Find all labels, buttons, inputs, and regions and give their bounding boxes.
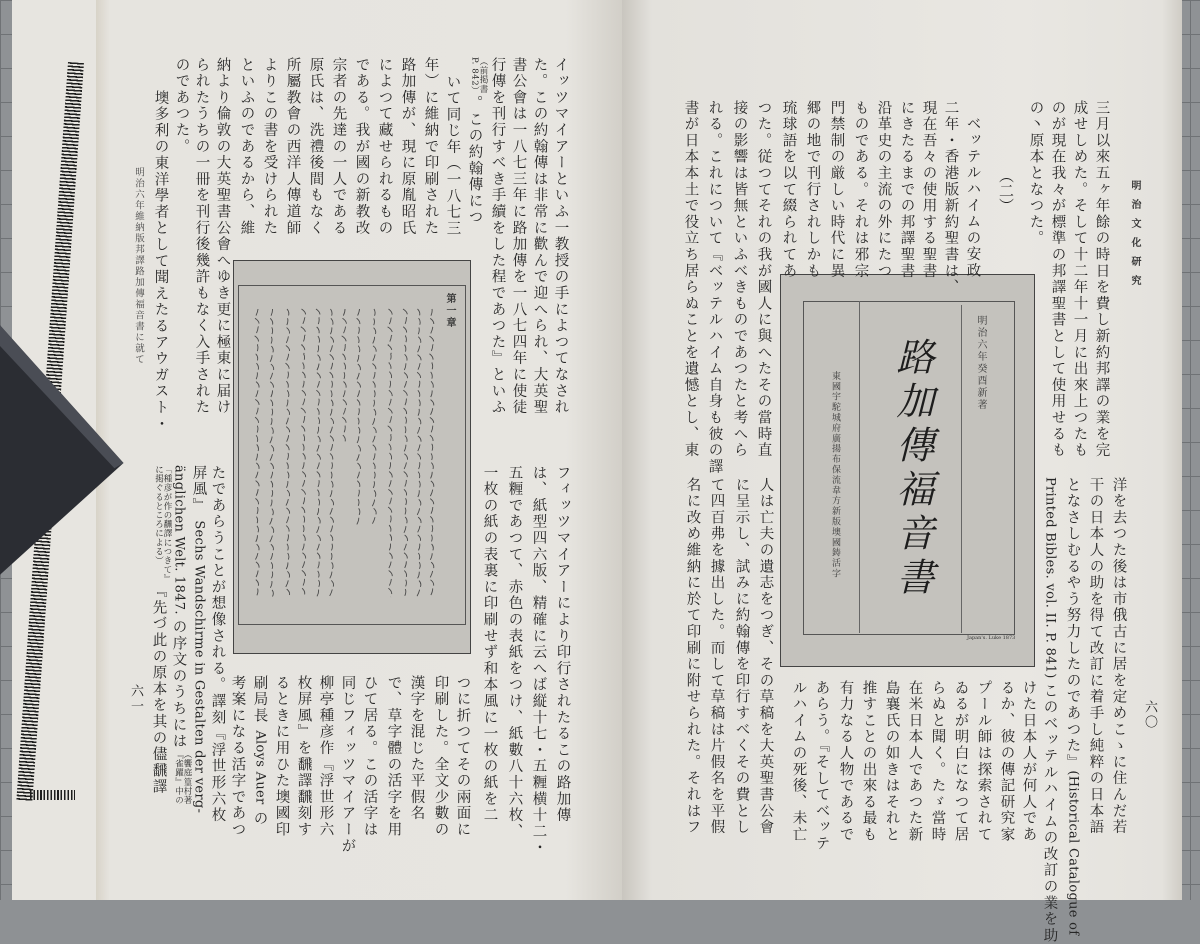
text-run: たであらうことが想像される。譯刻『浮世形六枚	[209, 465, 226, 824]
handwriting-stroke	[269, 309, 273, 597]
inline-note	[470, 57, 487, 95]
right-page-text-column	[952, 680, 969, 843]
handwriting-stroke	[388, 309, 392, 597]
text-run: のが現在我々が標準の邦譯聖書として使用せるも	[1049, 100, 1066, 459]
text-run: 沿革史の主流の外にたつ	[875, 100, 892, 280]
latin-citation: Sechs Wandschirme in Gestalten der verg-	[191, 520, 207, 814]
text-run: つに折つてその兩面に	[454, 675, 471, 838]
handwriting-stroke	[342, 309, 346, 444]
text-run: 行傳を刊行すべき手續をした程であつた』といふ	[489, 57, 506, 416]
text-run: ルハイムの死後、未亡	[790, 680, 807, 843]
right-page-text-column	[1071, 100, 1088, 459]
inline-note-line: 「種彦が作の飜譯につきて』	[162, 465, 172, 584]
right-page-text-column	[755, 100, 772, 459]
text-run: 墺多利の東洋學者として聞えたるアウガスト・	[152, 90, 169, 433]
text-run: によつて藏せられるもの	[376, 57, 393, 237]
text-run: 人は亡夫の遺志をつぎ、その草稿を大英聖書公會	[757, 477, 774, 836]
left-page-text-column	[454, 675, 471, 838]
text-run: 五糎であつて、赤色の表紙をつけ、紙數八十六枚、	[506, 465, 523, 840]
text-run: ベッテルハイムの安政	[964, 116, 981, 279]
right-page-text-column	[682, 100, 699, 459]
left-page-text-column	[238, 57, 255, 236]
text-run: 二年・香港版新約聖書は、	[942, 100, 959, 296]
text-run: で、草字體の活字を用	[385, 675, 402, 838]
right-page-text-column	[837, 680, 854, 843]
left-page-text-column	[150, 465, 172, 795]
text-run: イッツマイアーといふ一教授の手によつてなされ	[552, 57, 569, 416]
right-page-text-column	[964, 116, 981, 279]
text-run: 郷の地で刊行されしかも	[804, 100, 821, 280]
illustration-title: 路加傳福音書	[890, 337, 934, 601]
left-page-number: 六一	[128, 684, 143, 714]
right-page-text-column	[1064, 477, 1082, 935]
left-page-text-column	[466, 57, 488, 226]
left-page-text-column	[361, 675, 378, 838]
text-run: 洋を去つた後は市俄古に居を定めこゝに住んだ若	[1110, 477, 1127, 836]
illustration-left-caption: 東國宇駝城府廣揚布保流韋方新版墺國鋳活字	[830, 371, 840, 579]
left-page-text-column	[317, 675, 334, 838]
text-run: いて同じ年（一八七三	[444, 74, 461, 237]
right-page-text-column	[906, 680, 923, 843]
left-page-text-column	[422, 57, 439, 236]
right-page-text-column	[1049, 100, 1066, 459]
right-page-text-column	[1041, 477, 1059, 944]
left-page-text-column	[214, 57, 231, 416]
decorative-striped-border-foot	[30, 790, 75, 800]
text-run: となさしむるやう努力したのであつた』	[1064, 477, 1081, 771]
text-run: 宗者の先達の一人である	[330, 57, 347, 237]
left-illustration-chapter-label: 第一章	[444, 293, 455, 329]
left-page-text-column	[209, 465, 226, 824]
text-run: 路加傳が、現に原胤昭氏	[399, 57, 416, 237]
text-run: 琉球語を以て綴られてあ	[780, 100, 797, 280]
text-run: 柳亭種彦作『浮世形六	[317, 675, 334, 838]
text-run: 納より倫敦の大英聖書公會へゆき更に極東に届け	[214, 57, 231, 416]
text-run: て四百弗を據出した。而して草稿は片假名を平假	[708, 477, 725, 836]
right-page-text-column	[942, 100, 959, 296]
right-page-text-column	[733, 477, 750, 836]
text-run: 屏風』	[190, 465, 207, 521]
illustration-right-caption: 明治六年癸酉新著	[975, 315, 986, 411]
inline-note	[154, 465, 171, 583]
text-run: 接の影響は皆無といふべきものであつたと考へら	[731, 100, 748, 459]
text-run: 書公會は一八七三年に路加傳を一八七四年に使徒	[510, 57, 527, 416]
left-page-text-column	[152, 90, 169, 432]
inline-note-line: 『雀躍』中の	[173, 749, 184, 805]
inline-note-line: （饗庭篁村著	[182, 749, 192, 805]
left-page-text-column	[295, 675, 312, 838]
right-page-text-column	[1110, 477, 1127, 836]
right-page-text-column	[1020, 680, 1037, 843]
right-page-text-column	[813, 680, 830, 852]
left-page-text-column	[376, 57, 393, 236]
text-run: 漢字を混じた平假名	[408, 675, 425, 822]
text-run: れる。これについて『ベッテルハイム自身も彼の譯	[706, 100, 723, 475]
right-page-text-column	[757, 477, 774, 836]
text-run: フィッツマイアーにより印行されたるこの路加傳	[554, 465, 571, 824]
right-page-text-column	[790, 680, 807, 843]
text-run: 在米日本人であつた新	[906, 680, 923, 843]
text-run: は、紙型四六版、精確に云へば縦十七・五糎横十二・	[530, 465, 547, 857]
text-run: 考案になる活字であつ	[229, 675, 246, 838]
handwriting-stroke	[255, 309, 259, 597]
text-run: といふのであるから、維	[238, 57, 255, 237]
left-page-text-column	[506, 465, 523, 840]
right-page-text-column	[929, 680, 946, 843]
handwriting-stroke	[285, 309, 289, 597]
text-run: 有力なる人物であるで	[837, 680, 854, 843]
text-run: 原氏は、洗禮後間もなく	[307, 57, 324, 237]
text-run: の丶原本となつた。	[1027, 100, 1044, 247]
handwriting-stroke	[429, 309, 433, 597]
text-run: ひて居る。この活字は	[361, 675, 378, 838]
text-run: 干の日本人の助を得て改訂に着手し純粹の日本語	[1087, 477, 1104, 836]
text-run: このベッテルハイムの改訂の業を助	[1041, 683, 1058, 944]
left-page-text-column	[330, 57, 347, 236]
left-page-text-column	[432, 675, 449, 838]
text-run: 書が日本本土で役立ち居らぬことを遺憾とし、東	[682, 100, 699, 459]
left-page-text-column	[273, 675, 290, 838]
right-page-text-column	[920, 100, 937, 279]
latin-citation: (Historical Catalogue of	[1065, 770, 1081, 936]
inline-note-line: に掲ぐるところによる）	[153, 465, 164, 566]
right-page-text-column	[684, 477, 701, 836]
handwriting-stroke	[356, 309, 360, 525]
text-run: に呈示し、試みに約翰傳を印行すべくその費とし	[733, 477, 750, 836]
left-page-text-column	[307, 57, 324, 236]
text-run: にきたるまでの邦譯聖書	[898, 100, 915, 280]
text-run: らぬと聞く。たゞ當時	[929, 680, 946, 843]
latin-citation: Aloys Auer	[252, 730, 268, 805]
left-page-text-column	[284, 57, 301, 236]
handwriting-stroke	[417, 309, 421, 597]
latin-citation: änglichen Welt. 1847.	[171, 465, 187, 620]
text-run: プール師は探索されて	[975, 680, 992, 843]
latin-citation: Printed Bibles. vol. II. P. 841)	[1042, 477, 1058, 684]
text-run: 同じフィッツマイアーが	[339, 675, 356, 855]
left-page-text-column	[531, 57, 548, 416]
text-run: るか、彼の傳記研究家	[998, 680, 1015, 843]
left-page-text-column	[481, 465, 498, 824]
right-running-title: 明治文化研究	[1129, 180, 1140, 294]
left-illustration-manuscript	[233, 260, 471, 654]
text-run: ゐるが明白になつて居	[952, 680, 969, 843]
text-run: 島襄氏の如きはそれと	[883, 680, 900, 843]
text-run: られたうちの一冊を刊行後幾許もなく入手された	[193, 57, 210, 416]
handwriting-stroke	[316, 309, 320, 597]
text-run: 枚屏風』を飜譯飜刻す	[295, 675, 312, 838]
cursive-handwriting-lines	[244, 291, 444, 621]
text-run: 印刷した。全文少數の	[432, 675, 449, 838]
handwriting-stroke	[372, 309, 376, 525]
left-page-text-column	[261, 57, 278, 236]
text-run: つた。従つてそれの我が國人に與へたその當時直	[755, 100, 772, 459]
left-page-text-column	[251, 675, 269, 827]
right-page-text-column	[998, 680, 1015, 843]
text-run: 所屬教會の西洋人傳道師	[284, 57, 301, 237]
right-page-text-column	[898, 100, 915, 279]
inline-note-line: （前掲書	[478, 57, 488, 94]
text-run: 年）に維納で印刷された	[422, 57, 439, 237]
text-run: 門禁制の厳しい時代に異	[828, 100, 845, 280]
left-page-text-column	[552, 57, 569, 416]
right-page-number: 六〇	[1142, 700, 1157, 730]
illustration-imprint: Japan's. Luke 1873	[967, 635, 1016, 641]
left-page-text-column	[489, 57, 506, 416]
right-page-text-column	[780, 100, 797, 279]
text-run: の序文のうちには	[170, 619, 187, 750]
text-run: である。我が國の新教改	[353, 57, 370, 237]
left-page-text-column	[408, 675, 425, 822]
text-run: あらう。『そしてベッテ	[813, 680, 830, 853]
text-run: た。この約翰傳は非常に歡んで迎へられ、大英聖	[531, 57, 548, 416]
text-run: よりこの書を受けられた	[261, 57, 278, 237]
right-page-text-column	[1093, 100, 1110, 459]
text-run: けた日本人が何人であ	[1020, 680, 1037, 843]
text-run: るときに用ひた墺國印	[273, 675, 290, 838]
right-page-text-column	[852, 100, 869, 279]
right-page-text-column	[706, 100, 723, 475]
text-run: 現在吾々の使用する聖書	[920, 100, 937, 280]
right-page-text-column	[875, 100, 892, 279]
left-page-text-column	[173, 57, 190, 155]
left-page-text-column	[530, 465, 547, 856]
text-run: 『先づ此の原本を其の儘飜譯	[150, 583, 167, 796]
left-page-text-column	[554, 465, 571, 824]
left-page-text-column	[399, 57, 416, 236]
left-page-text-column	[510, 57, 527, 416]
left-page-text-column	[353, 57, 370, 236]
right-page-text-column	[1087, 477, 1104, 836]
handwriting-stroke	[329, 309, 333, 597]
left-page-text-column	[339, 675, 356, 854]
right-page-text-column	[860, 680, 877, 843]
left-page-text-column	[229, 675, 246, 838]
right-page-text-column	[975, 680, 992, 843]
right-page-text-column	[1027, 100, 1044, 247]
section-heading: （二）	[997, 168, 1015, 213]
inline-note-line: P. 842）	[469, 57, 480, 96]
text-run: 一枚の紙の表裏に印刷せず和本風に一枚の紙を二	[481, 465, 498, 824]
text-run: 推すことの出來る最も	[860, 680, 877, 843]
text-run: 刷局長	[251, 675, 268, 731]
left-page-text-column	[170, 465, 192, 804]
left-running-title: 明治六年維納版邦譯路加傳福音書に就て	[133, 167, 144, 365]
text-run: 成せしめた。そして十二年十一月に出來上つたも	[1071, 100, 1088, 459]
right-illustration-title-page	[780, 274, 1035, 667]
text-run: の	[251, 804, 268, 828]
left-page-text-column	[444, 74, 461, 237]
right-page-text-column	[731, 100, 748, 459]
left-page-text-column	[190, 465, 208, 813]
text-run: 名に改め維納に於て印刷に附せられた。それはフ	[684, 477, 701, 836]
handwriting-stroke	[301, 309, 305, 597]
handwriting-stroke	[403, 309, 407, 597]
text-run: のであつた。	[173, 57, 190, 155]
left-page-text-column	[193, 57, 210, 416]
right-page-text-column	[883, 680, 900, 843]
left-page-text-column	[385, 675, 402, 838]
right-page-text-column	[828, 100, 845, 279]
text-run: ものである。それは邪宗	[852, 100, 869, 280]
frame-divider	[961, 305, 962, 633]
right-page-text-column	[804, 100, 821, 279]
text-run: 三月以來五ヶ年餘の時日を費し新約邦譯の業を完	[1093, 100, 1110, 459]
right-page-text-column	[708, 477, 725, 836]
inline-note	[174, 750, 191, 805]
frame-divider	[859, 301, 860, 633]
text-run: 。この約翰傳につ	[466, 95, 483, 226]
